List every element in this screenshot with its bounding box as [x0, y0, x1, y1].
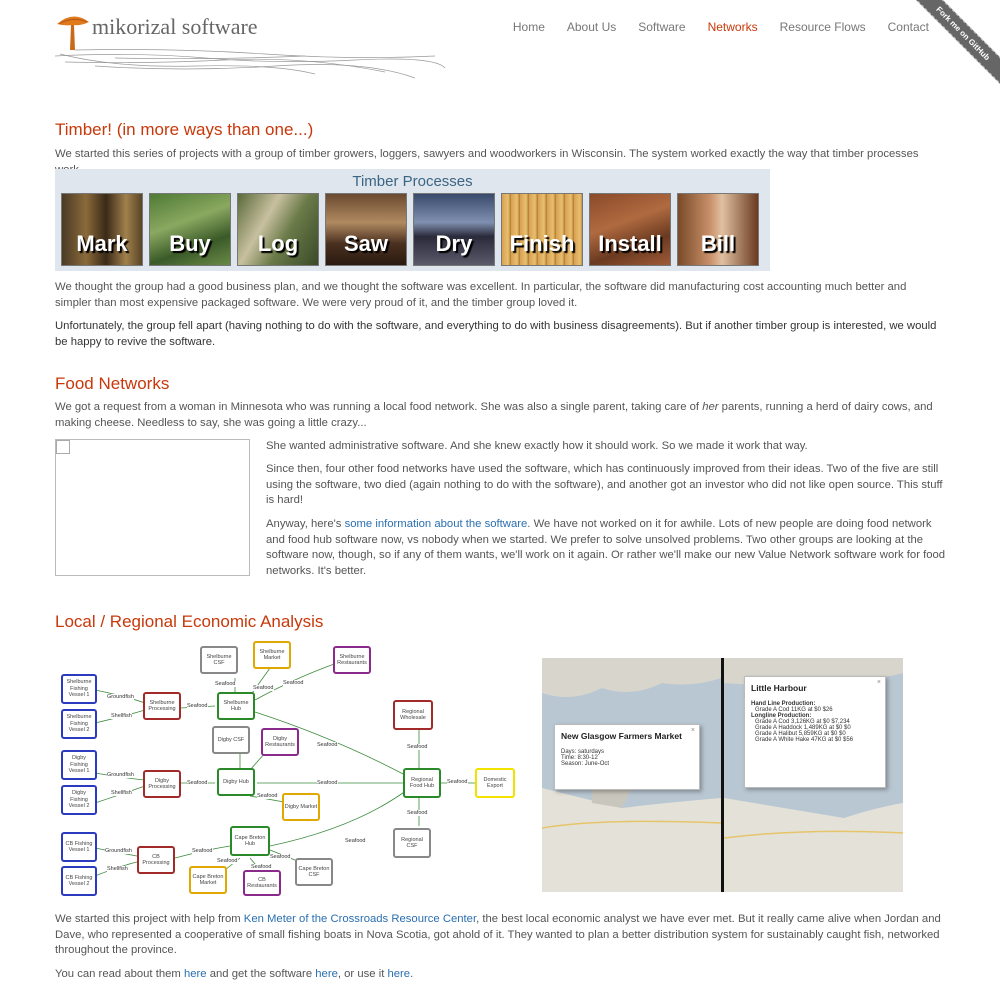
regional-p1-b: , the best local economic analyst we have ever met. But it really came alive when Jordan and Dave, who represented a cooperative of small fishing boats in Nova Scotia, got ahold of it. They wanted to plan a better distribution system for sustainably caught fish, networked throughout the province. [55, 913, 941, 956]
food-intro-b: parents, running a herd of dairy cows, and making cheese. Needless to say, she was going a little crazy... [55, 401, 933, 429]
timber-heading: Timber! (in more ways than one...) [55, 120, 314, 139]
edge-label: Seafood [283, 680, 304, 686]
popup-title: New Glasgow Farmers Market [561, 731, 682, 741]
popup-subheading: Hand Line Production: [751, 701, 816, 707]
github-ribbon-label[interactable]: Fork me on GitHub [910, 0, 1000, 90]
edge-label: Seafood [251, 864, 272, 870]
tile-buy [149, 193, 231, 266]
node-shelburne-vessel-2: Shelburne Fishing Vessel 2 [61, 709, 97, 739]
tile-log [237, 193, 319, 266]
node-regional-csf: Regional CSF [393, 828, 431, 858]
edge-label: Seafood [317, 742, 338, 748]
nav-resource-flows[interactable]: Resource Flows [779, 20, 866, 34]
map-popup-little-harbour [744, 676, 886, 788]
node-digby-hub: Digby Hub [217, 768, 255, 796]
regional-p2-c: , or use it [337, 968, 388, 980]
nav-software[interactable]: Software [638, 20, 686, 34]
timber-tiles [61, 193, 759, 266]
read-about-link[interactable]: here [183, 968, 207, 980]
tile-label: Install [598, 231, 662, 256]
popup-line: Time: 8:30-12 [561, 755, 598, 761]
tile-finish [501, 193, 583, 266]
node-digby-market: Digby Market [282, 793, 320, 821]
tile-mark [61, 193, 143, 266]
node-regional-wholesale: Regional Wholesale [393, 700, 433, 730]
nav-networks[interactable]: Networks [707, 20, 758, 34]
timber-intro: We started this series of projects with a group of timber growers, loggers, sawyers and woodworkers in Wisconsin. The system worked exactly the way that timber processes [55, 148, 919, 160]
tile-label: Dry [435, 231, 473, 256]
timber-processes-banner [55, 169, 770, 271]
broken-image-icon [56, 440, 70, 454]
edge-label: Seafood [270, 854, 291, 860]
site-brand[interactable]: mikorizal software [92, 14, 258, 39]
popup-line: Days: saturdays [561, 749, 605, 755]
popup-line: Grade A Halibut 5,859KG at $0 $0 [755, 731, 846, 737]
nav-contact[interactable]: Contact [887, 20, 929, 34]
timber-p2: Unfortunately, the group fell apart (having nothing to do with the software, and everything to do with business disagreements). But if another timber group is interested, we would be happy to revive the software. [55, 320, 937, 348]
software-info-link[interactable]: some information about the software [344, 518, 528, 530]
edge-label: Seafood [215, 681, 236, 687]
tile-label: Finish [509, 231, 575, 256]
tile-install [589, 193, 671, 266]
node-cb-restaurants: CB Restaurants [243, 870, 281, 896]
edge-label: Seafood [257, 793, 278, 799]
timber-p1: We thought the group had a good business plan, and we thought the software was excellent. In particular, the software did manufacturing cost accounting much better and simpler than most expensive packaged software. We were very proud of it, and the timber group loved it. [55, 281, 907, 309]
food-p3-a: Anyway, here's [266, 518, 345, 530]
node-digby-restaurants: Digby Restaurants [261, 728, 299, 756]
crossroads-link[interactable]: Ken Meter of the Crossroads Resource Center [243, 913, 477, 925]
edge-label: Seafood [317, 780, 338, 786]
node-cb-vessel-2: CB Fishing Vessel 2 [61, 866, 97, 896]
tile-label: Bill [700, 231, 736, 256]
main-nav [502, 20, 940, 34]
node-cb-vessel-1: CB Fishing Vessel 1 [61, 832, 97, 862]
node-shelburne-hub: Shelburne Hub [217, 692, 255, 720]
tile-label: Log [257, 231, 299, 256]
edge-label: Groundfish [107, 772, 134, 778]
node-shelburne-processing: Shelburne Processing [143, 692, 181, 720]
popup-title: Little Harbour [751, 683, 807, 693]
edge-label: Seafood [345, 838, 366, 844]
tile-saw [325, 193, 407, 266]
tile-label: Saw [343, 231, 389, 256]
edge-label: Shellfish [111, 713, 132, 719]
regional-p2-b: and get the software [206, 968, 316, 980]
node-shelburne-vessel-1: Shelburne Fishing Vessel 1 [61, 674, 97, 704]
edge-label: Seafood [187, 780, 208, 786]
edge-label: Shellfish [111, 790, 132, 796]
food-p2: Since then, four other food networks have used the software, which has continuously improved from their ideas. Two of the five are still using the software, two died (again nothing to do with the software), and another got an investor who did not like open source. This stuff is hard! [266, 463, 943, 506]
edge-label: Seafood [447, 779, 468, 785]
food-intro-em: her [702, 401, 719, 413]
node-cb-processing: CB Processing [137, 846, 175, 874]
node-digby-csf: Digby CSF [212, 726, 250, 754]
close-icon[interactable]: × [876, 679, 881, 686]
popup-subheading: Longline Production: [751, 713, 812, 719]
diagram-edges [55, 638, 525, 900]
edge-label: Seafood [407, 810, 428, 816]
food-intro-a: We got a request from a woman in Minnesota who was running a local food network. She was also a single parent, taking care of [55, 401, 703, 413]
regional-p2-a: You can read about them [55, 968, 184, 980]
use-it-link[interactable]: here [387, 968, 411, 980]
nav-about[interactable]: About Us [566, 20, 617, 34]
food-p1: She wanted administrative software. And she knew exactly how it should work. So we made it work that way. [266, 440, 808, 452]
node-cape-breton-hub: Cape Breton Hub [230, 826, 270, 856]
roots-decoration [55, 38, 455, 83]
nova-scotia-map[interactable] [542, 658, 903, 892]
tile-label: Buy [169, 231, 211, 256]
node-digby-vessel-2: Digby Fishing Vessel 2 [61, 785, 97, 815]
edge-label: Groundfish [105, 848, 132, 854]
food-heading: Food Networks [55, 374, 170, 393]
node-digby-processing: Digby Processing [143, 770, 181, 798]
regional-p2-d: . [410, 968, 414, 980]
tile-dry [413, 193, 495, 266]
edge-label: Seafood [187, 703, 208, 709]
edge-label: Seafood [407, 744, 428, 750]
popup-line: Season: June-Oct [561, 761, 610, 767]
node-cape-breton-csf: Cape Breton CSF [295, 858, 333, 886]
map-popup-farmers-market [554, 724, 700, 790]
github-ribbon[interactable] [910, 0, 1000, 90]
node-shelburne-market: Shelburne Market [253, 641, 291, 669]
node-domestic-export: Domestic Export [475, 768, 515, 798]
regional-p1-a: We started this project with help from [55, 913, 244, 925]
node-digby-vessel-1: Digby Fishing Vessel 1 [61, 750, 97, 780]
edge-label: Seafood [192, 848, 213, 854]
timber-banner-title: Timber Processes [352, 173, 473, 190]
popup-line: Grade A Cod 11KG at $0 $26 [755, 707, 833, 713]
tile-label: Mark [76, 231, 128, 256]
node-shelburne-restaurants: Shelburne Restaurants [333, 646, 371, 674]
popup-line: Grade A White Hake 47KG at $0 $56 [755, 737, 854, 743]
regional-heading: Local / Regional Economic Analysis [55, 612, 324, 631]
site-header [55, 10, 955, 90]
regional-p2 [55, 967, 945, 983]
map-pane-right[interactable] [724, 658, 903, 892]
popup-line: Grade A Haddock 1,489KG at $0 $0 [755, 725, 851, 731]
close-icon[interactable]: × [690, 727, 695, 734]
food-p3-b: . We have not worked on it for awhile. Lots of new people are doing food network and food hub software now, vs nobody when we started. We prefer to solve unsolved problems. Two other groups are looking at the software now, though, so if any of them wants, we'll work on it again. Or rather we'll make our new Value Network software work for food networks. It's better. [266, 518, 946, 577]
tile-bill [677, 193, 759, 266]
popup-line: Grade A Cod 3,126KG at $0 $7,234 [755, 719, 850, 725]
node-cape-breton-market: Cape Breton Market [189, 866, 227, 894]
node-regional-food-hub: Regional Food Hub [403, 768, 441, 798]
regional-p1 [55, 912, 945, 959]
broken-image [55, 439, 250, 576]
edge-label: Shellfish [107, 866, 128, 872]
node-shelburne-csf: Shelburne CSF [200, 646, 238, 674]
food-intro [55, 400, 945, 431]
edge-label: Seafood [253, 685, 274, 691]
get-software-link[interactable]: here [315, 968, 338, 980]
edge-label: Groundfish [107, 694, 134, 700]
nav-home[interactable]: Home [512, 20, 545, 34]
food-p3 [266, 517, 946, 579]
map-pane-left[interactable] [542, 658, 721, 892]
edge-label: Seafood [217, 858, 238, 864]
fish-network-diagram [55, 638, 525, 900]
